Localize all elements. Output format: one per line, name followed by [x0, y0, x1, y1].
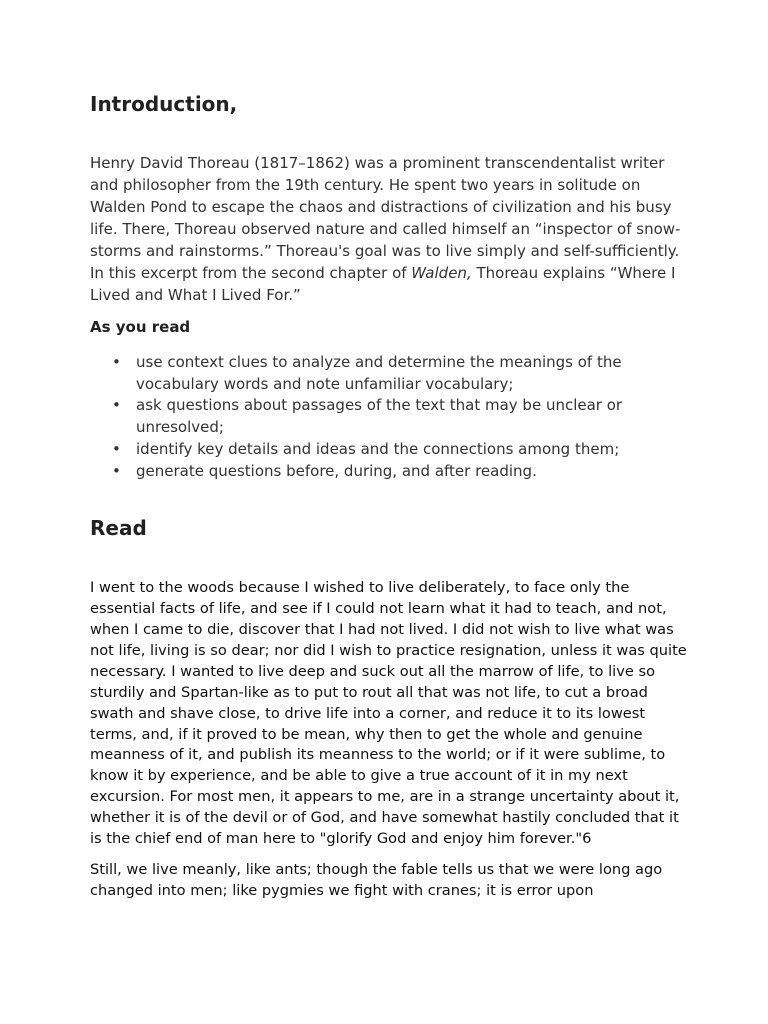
list-item-text: use context clues to analyze and determine the meanings of the vocabulary words and note unfamiliar vocabulary;: [136, 353, 622, 393]
excerpt-paragraph: I went to the woods because I wished to live deliberately, to face only the essential facts of life, and see if I could not learn what it had to teach, and not, when I came to die, discover that I had not lived. I did not wish to live what was not life, living is so dear; nor did I wish to practice resignation, unless it was quite necessary. I wanted to live deep and suck out all the marrow of life, to live so sturdily and Spartan-like as to put to rout all that was not life, to cut a broad swath and shave close, to drive life into a corner, and reduce it to its lowest terms, and, if it proved to be mean, why then to get the whole and genuine meanness of it, and publish its meanness to the world; or if it were sublime, to know it by experience, and be able to give a true account of it in my next excursion. For most men, it appears to me, are in a strange uncertainty about it, whether it is of the devil or of God, and have somewhat hastily concluded that it is the chief end of man here to "glorify God and enjoy him forever."6: [90, 579, 687, 848]
list-item-text: identify key details and ideas and the connections among them;: [136, 439, 620, 458]
list-item: [90, 439, 690, 461]
bullet-icon: •: [112, 353, 121, 371]
excerpt-paragraph: Still, we live meanly, like ants; though the fable tells us that we were long ago changed into men; like pygmies we fight with cranes; it is error upon: [90, 861, 663, 899]
bullet-icon: •: [112, 461, 121, 480]
walden-title-italic: Walden,: [411, 264, 472, 282]
as-you-read-heading: As you read: [90, 318, 191, 336]
reading-strategies-list: [90, 352, 690, 482]
bullet-icon: •: [112, 439, 121, 458]
list-item-text: generate questions before, during, and after reading.: [136, 461, 537, 480]
intro-text-start: Henry David Thoreau (1817–1862) was a prominent transcendentalist writer and philosopher from the 19th century. He spent two years in solitude on Walden Pond to escape the chaos and distractions of civilization and his busy life. There, Thoreau observed nature and called himself an “inspector of snow-storms and rainstorms.” Thoreau's goal was to live simply and self-sufficiently. In this excerpt from the second chapter of: [90, 154, 681, 282]
intro-heading: Introduction,: [90, 92, 238, 116]
list-item-text: ask questions about passages of the text that may be unclear or unresolved;: [136, 396, 623, 437]
intro-text-end: Thoreau explains “Where I Lived and What I Lived For.”: [90, 264, 676, 304]
document-page: [90, 90, 690, 902]
intro-paragraph: [90, 152, 690, 306]
list-item: [90, 352, 690, 395]
list-item: [90, 395, 690, 438]
bullet-icon: •: [112, 396, 121, 415]
list-item: [90, 461, 690, 483]
read-heading: Read: [90, 516, 147, 541]
